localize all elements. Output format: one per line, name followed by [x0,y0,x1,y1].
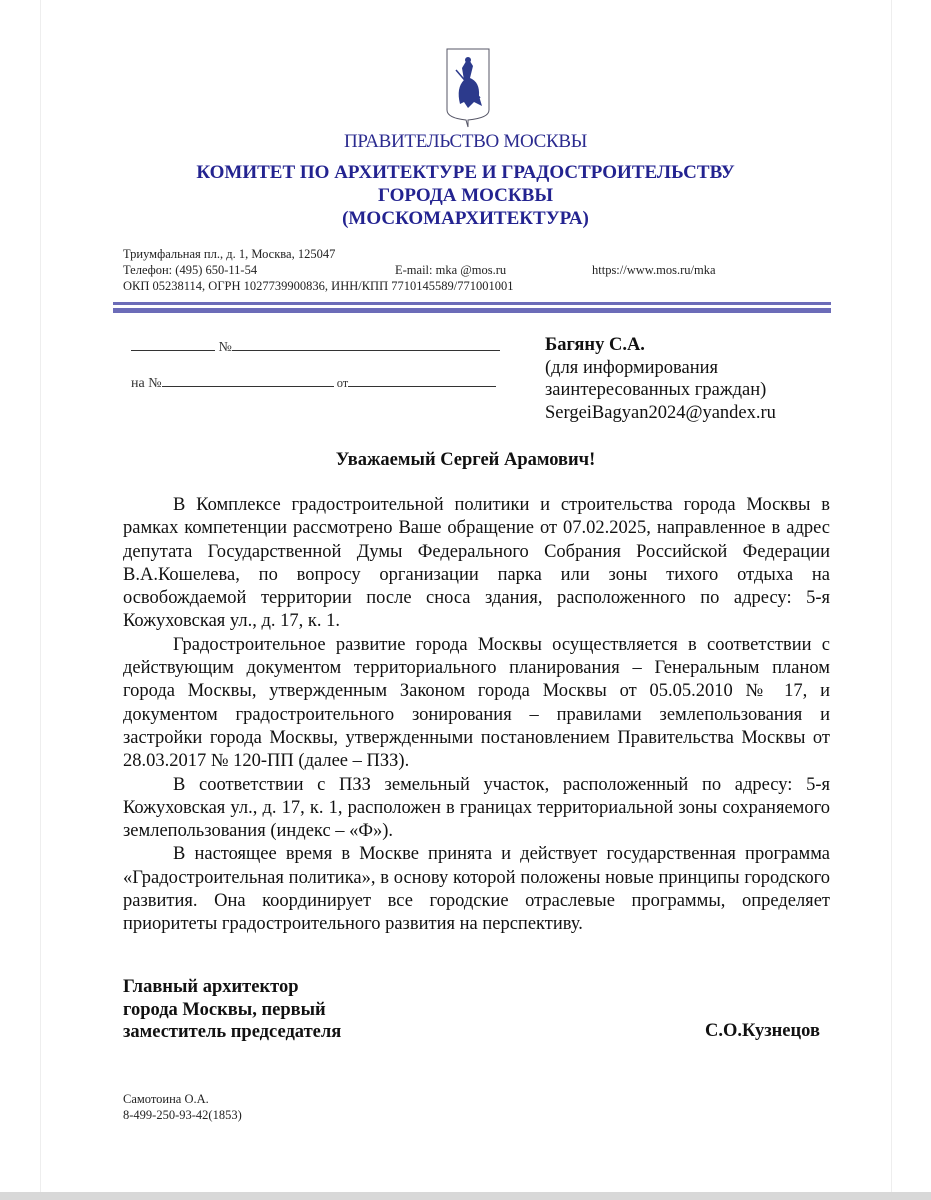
committee-title-line: КОМИТЕТ ПО АРХИТЕКТУРЕ И ГРАДОСТРОИТЕЛЬСТВУ [196,162,735,183]
letterhead-registry: ОКП 05238114, ОГРН 1027739900836, ИНН/КПП 7710145589/771001001 [123,279,514,293]
committee-title-line: (МОСКОМАРХИТЕКТУРА) [342,208,589,229]
recipient-email: SergeiBagyan2024@yandex.ru [545,403,776,424]
letterhead-email: E-mail: mka @mos.ru [395,263,507,277]
executor-phone: 8-499-250-93-42(1853) [123,1108,242,1122]
reply-reference-field [131,374,496,392]
signatory-title-line: города Москвы, первый [123,999,326,1020]
number-label: № [218,340,232,355]
signatory-title-line: Главный архитектор [123,977,299,997]
body-paragraph: В Комплексе градостроительной политики и строительства города Москвы в рамках компетенции рассмотрено Ваше обращение от 07.02.2025, направленное в адрес депутата Государственной Думы Федерального Собрания Российской Федерации В.А.Кошелева, по вопросу организации парка или зоны тихого отдыха на освобождаемой территории после сноса здания, расположенного по адресу: 5-я Кожуховская ул., д. 17, к. 1. [123,495,830,632]
body-paragraph: Градостроительное развитие города Москвы осуществляется в соответствии с действующим документом территориального планирования – Генеральным планом города Москвы, утвержденным Законом города Москвы от 05.05.2010 № 17, и документом градостроительного зонирования – правилами землепользования и застройки города Москвы, утвержденными постановлением Правительства Москвы от 28.03.2017 № 120-ПП (далее – ПЗЗ). [123,634,830,772]
outgoing-number-field [131,338,500,356]
body-paragraph: В настоящее время в Москве принята и действует государственная программа «Градостроительная политика», в основу которой положены новые принципы городского развития. Она координирует все городские отраслевые программы, определяет приоритеты градостроительного развития на перспективу. [123,844,830,935]
page-bottom-border [0,1192,931,1200]
letterhead-divider [113,308,831,313]
signatory-name: С.О.Кузнецов [705,1021,820,1041]
letterhead-divider [113,302,831,305]
signatory-title [123,976,341,1044]
committee-title-line: ГОРОДА МОСКВЫ [377,185,554,206]
letterhead-website: https://www.mos.ru/mka [592,263,716,277]
executor-info [123,1091,242,1123]
letterhead-phone: Телефон: (495) 650-11-54 [123,263,258,277]
executor-name: Самотоина О.А. [123,1092,209,1106]
recipient-name: Багяну С.А. [545,335,645,355]
reply-to-label: на № [131,376,162,391]
recipient-note: заинтересованных граждан) [545,380,767,401]
moscow-coat-of-arms-icon [446,48,490,128]
recipient-block [545,334,776,425]
letter-body [123,494,830,937]
recipient-note: (для информирования [545,357,719,378]
signatory-title-line: заместитель председателя [123,1022,342,1043]
government-title: ПРАВИТЕЛЬСТВО МОСКВЫ [343,131,588,152]
greeting: Уважаемый Сергей Арамович! [335,450,596,470]
body-paragraph: В соответствии с ПЗЗ земельный участок, расположенный по адресу: 5-я Кожуховская ул., д. 17, к. 1, расположен в границах территориальной зоны сохраняемого землепользования (индекс – «Ф»). [123,774,830,842]
date-label: от [336,376,349,390]
letterhead-address: Триумфальная пл., д. 1, Москва, 125047 [123,247,336,261]
